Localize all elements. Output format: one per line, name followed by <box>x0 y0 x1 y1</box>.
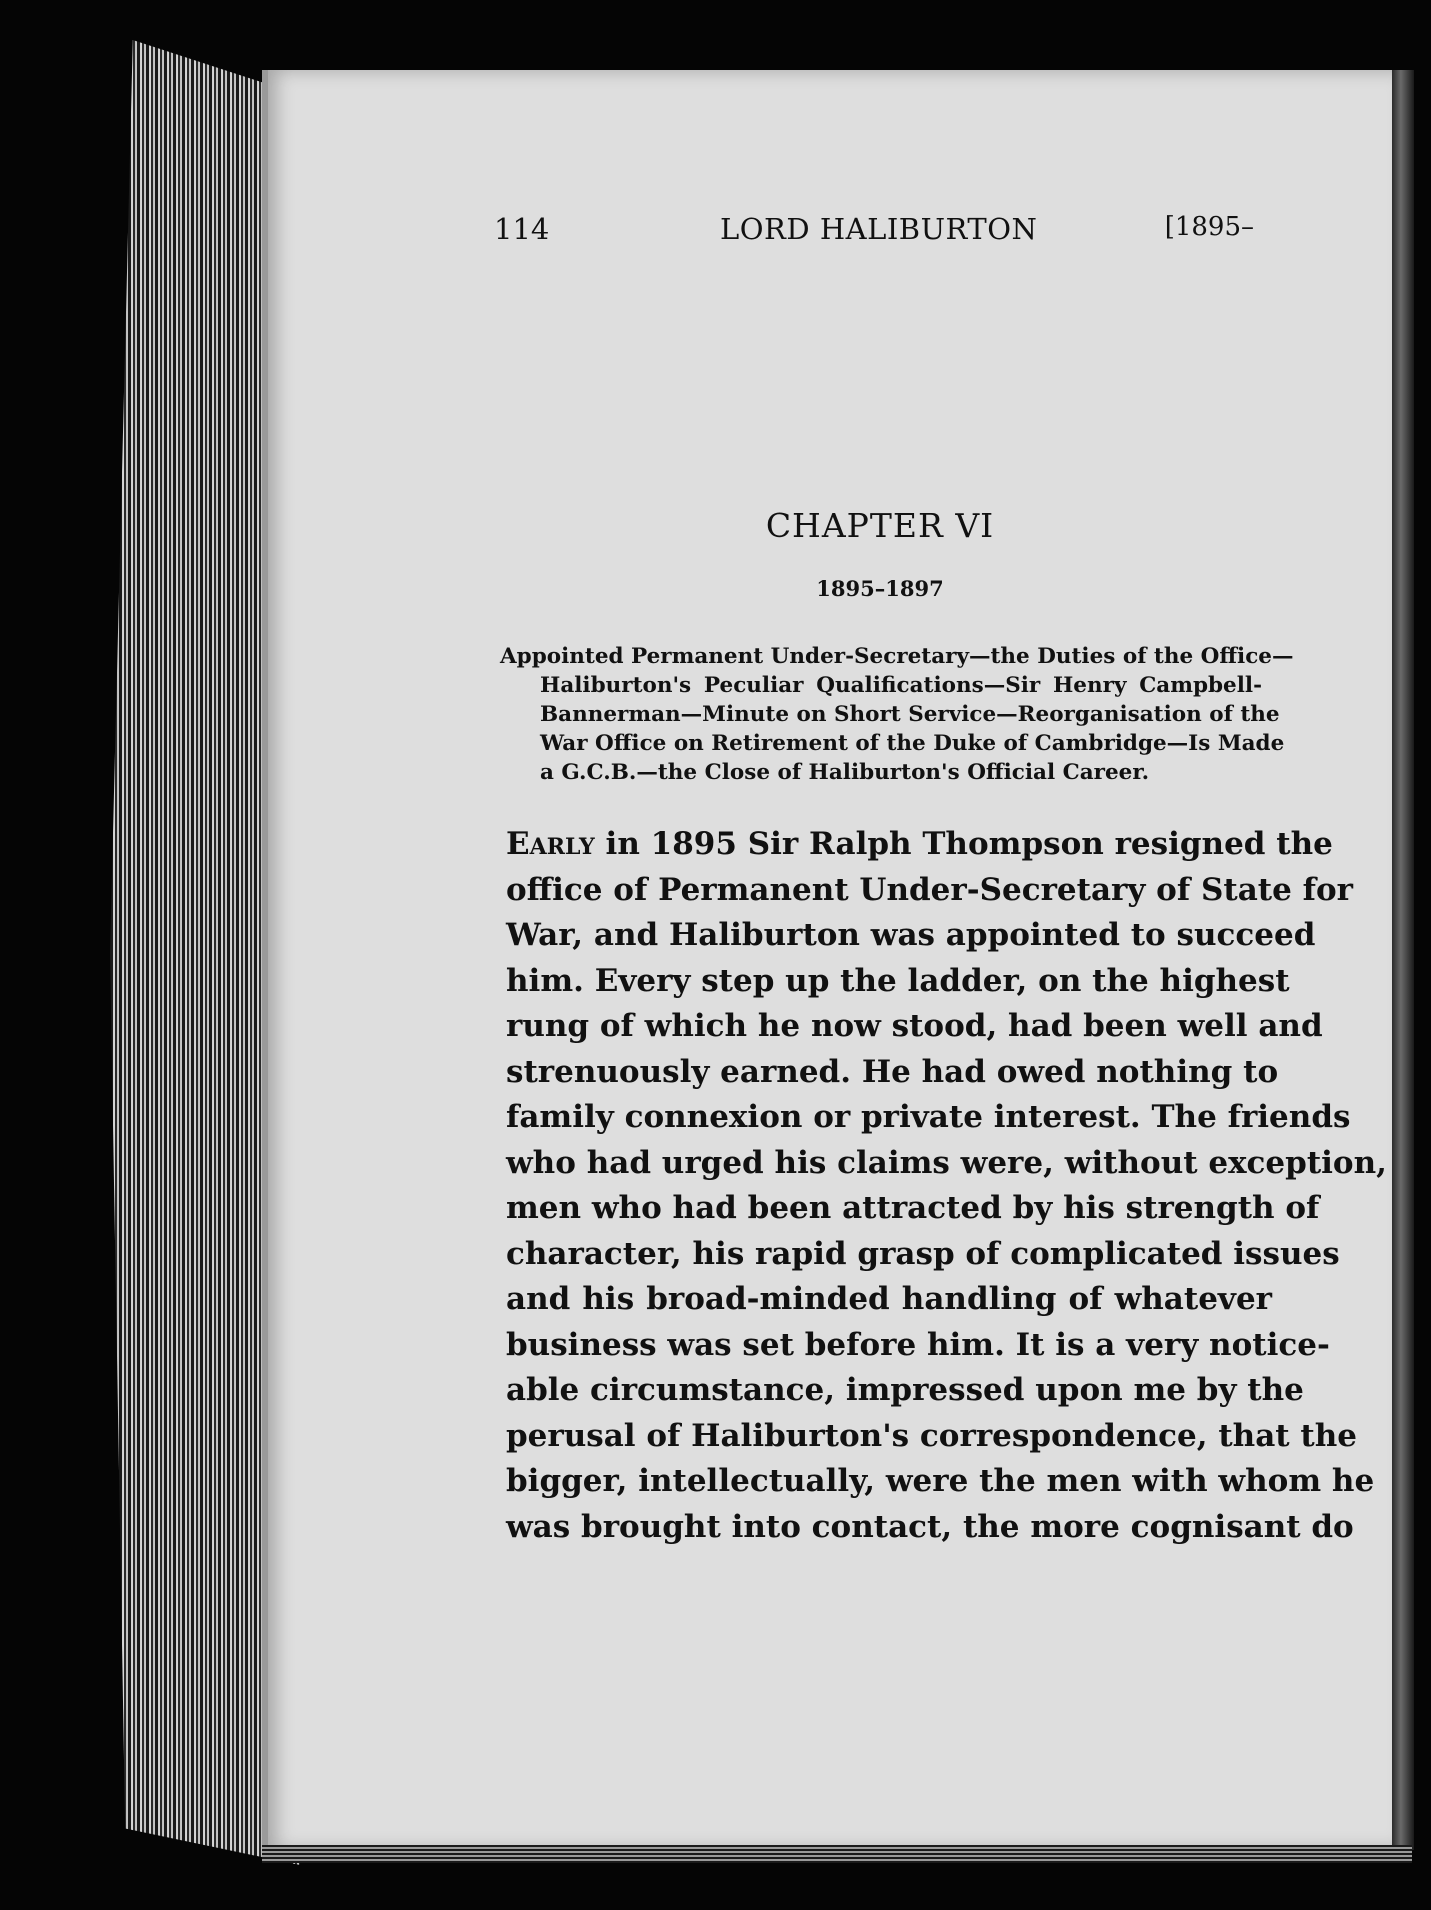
synopsis-line: a G.C.B.—the Close of Haliburton's Official Career. <box>540 760 1150 785</box>
body-line: who had urged his claims were, without exception, <box>506 1144 1387 1181</box>
body-line: office of Permanent Under-Secretary of State for <box>506 871 1353 908</box>
synopsis-line: Bannerman—Minute on Short Service—Reorganisation of the <box>540 702 1280 727</box>
body-line: men who had been attracted by his strength of <box>506 1190 1320 1226</box>
chapter-dates: 1895–1897 <box>816 576 944 601</box>
body-text <box>506 822 1387 1550</box>
synopsis-line: War Office on Retirement of the Duke of Cambridge—Is Made <box>540 731 1285 756</box>
synopsis-line: Appointed Permanent Under-Secretary—the Duties of the Office— <box>500 644 1294 669</box>
running-head <box>494 212 1254 252</box>
chapter-title: CHAPTER VI <box>765 506 995 545</box>
body-line: perusal of Haliburton's correspondence, that the <box>506 1417 1357 1454</box>
first-line-rest: in 1895 Sir Ralph Thompson resigned the <box>594 826 1333 862</box>
body-line: business was set before him. It is a very notice- <box>506 1326 1330 1363</box>
body-line: strenuously earned. He had owed nothing to <box>506 1053 1279 1090</box>
body-line: rung of which he now stood, had been well and <box>506 1008 1323 1044</box>
page-number: 114 <box>494 212 550 246</box>
body-line: War, and Haliburton was appointed to succeed <box>506 917 1316 953</box>
page-edge-bottom <box>262 1845 1412 1863</box>
body-line-first <box>506 822 1333 868</box>
synopsis-line: Haliburton's Peculiar Qualifications—Sir Henry Campbell- <box>540 673 1262 698</box>
body-line: family connexion or private interest. The friends <box>506 1099 1351 1135</box>
body-line: able circumstance, impressed upon me by the <box>506 1372 1304 1408</box>
body-line: him. Every step up the ladder, on the highest <box>506 962 1290 999</box>
body-line: was brought into contact, the more cognisant do <box>506 1508 1354 1545</box>
body-line: character, his rapid grasp of complicated issues <box>506 1235 1340 1272</box>
body-line: and his broad-minded handling of whatever <box>506 1281 1272 1317</box>
body-line: bigger, intellectually, were the men with whom he <box>506 1463 1375 1499</box>
running-year: [1895– <box>1164 212 1254 242</box>
running-title: LORD HALIBURTON <box>720 212 1038 246</box>
chapter-synopsis <box>500 642 1294 787</box>
opening-word: Early <box>506 826 595 862</box>
page-edge-right <box>1392 70 1414 1850</box>
